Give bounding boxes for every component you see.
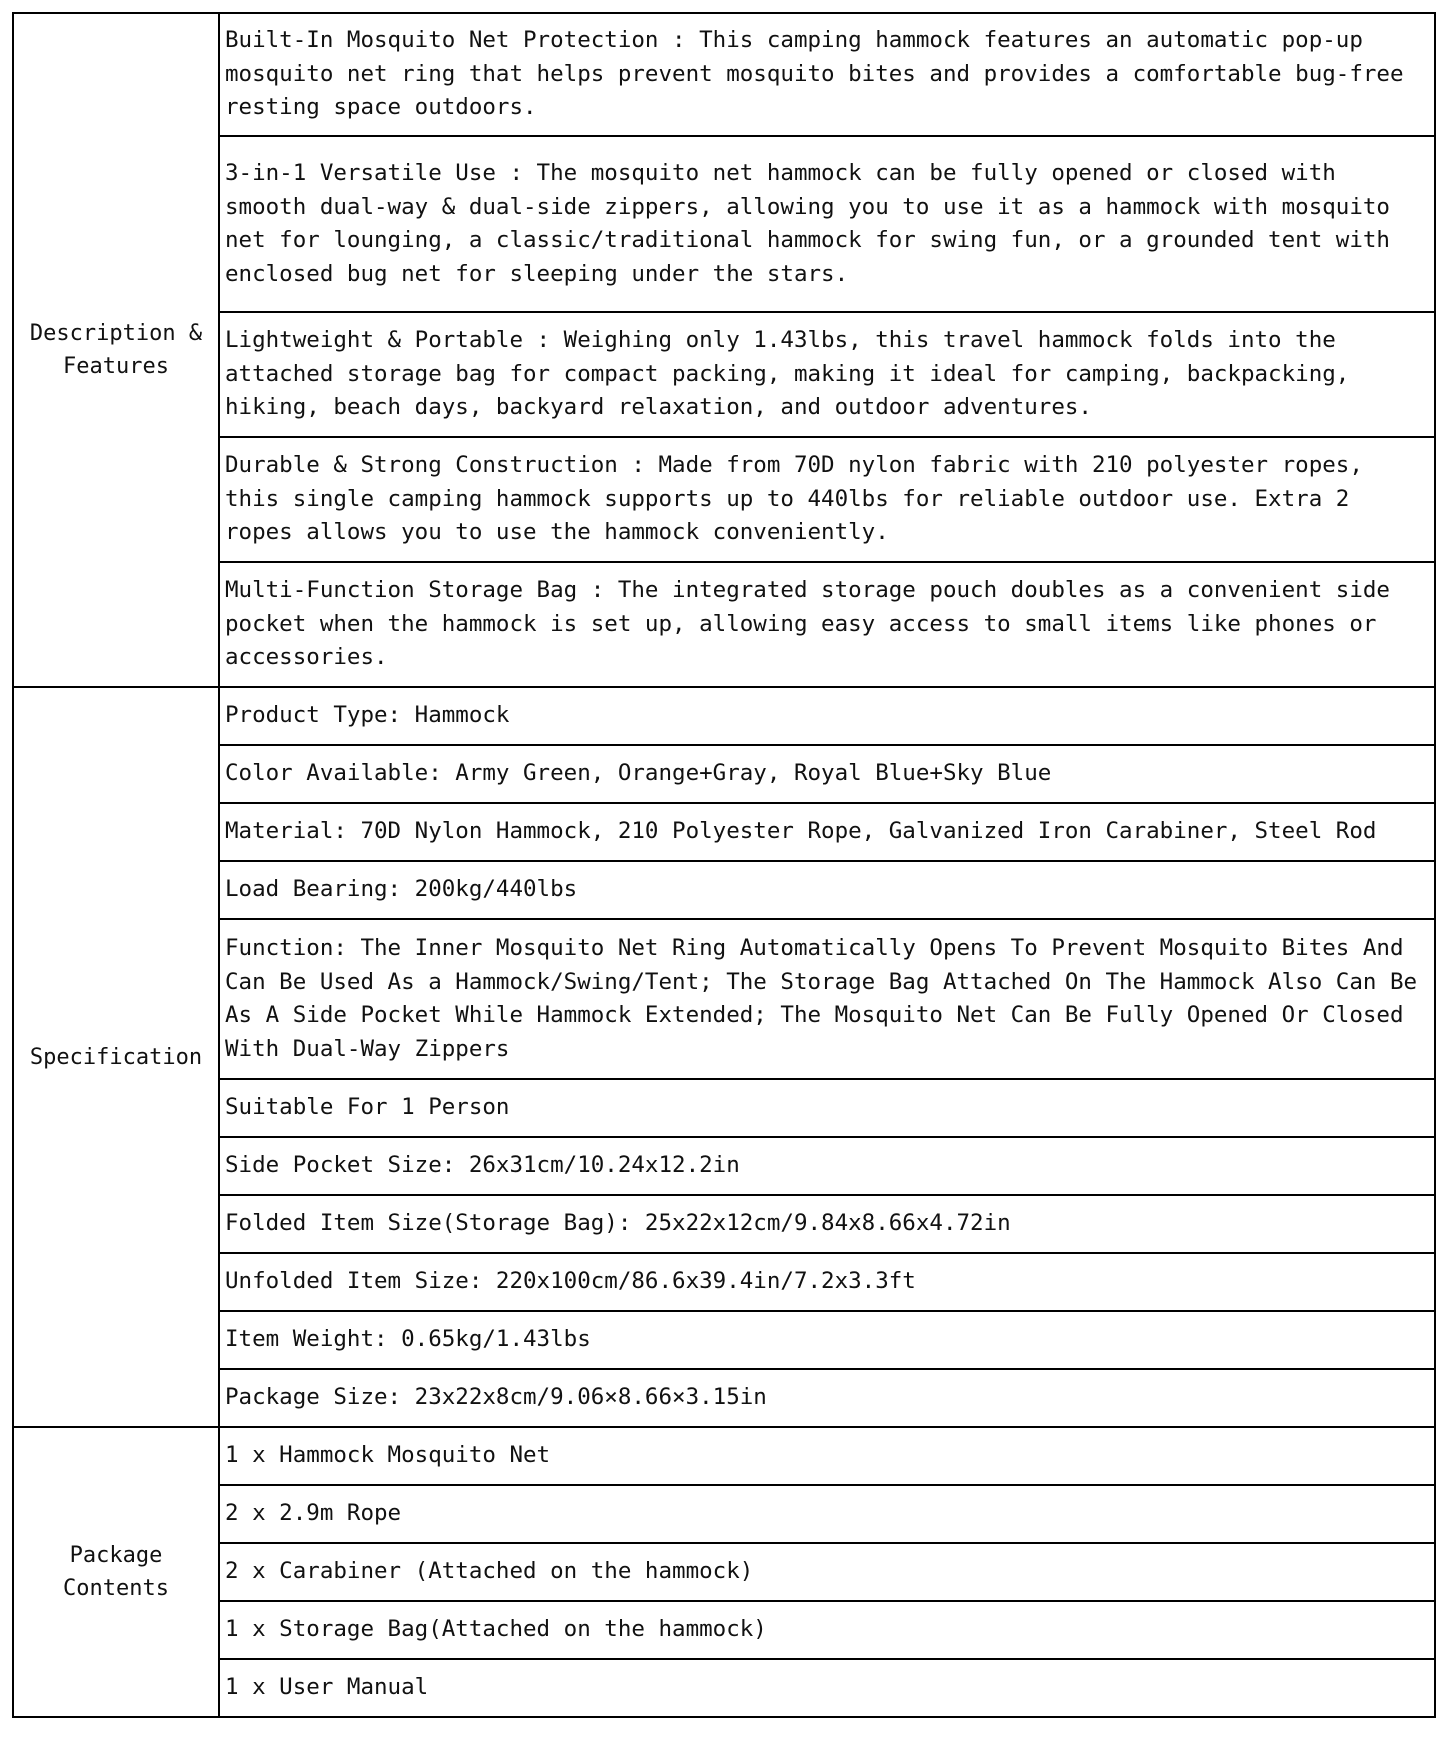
feature-mosquito-net-protection: Built-In Mosquito Net Protection : This camping hammock features an automatic pop-up mosquito net ring that helps prevent mosquito bites and provides a comfortable bug-free resting space outdoors. — [219, 13, 1435, 136]
table-row — [13, 1079, 1435, 1137]
feature-durable-construction: Durable & Strong Construction : Made from 70D nylon fabric with 210 polyester ropes, this single camping hammock supports up to 440lbs for reliable outdoor use. Extra 2 ropes allows you to use the hammock conveniently. — [219, 437, 1435, 562]
spec-item-weight: Item Weight: 0.65kg/1.43lbs — [219, 1311, 1435, 1369]
section-label-line: Specification — [29, 1044, 203, 1070]
spec-suitable-for: Suitable For 1 Person — [219, 1079, 1435, 1137]
spec-package-size: Package Size: 23x22x8cm/9.06×8.66×3.15in — [219, 1369, 1435, 1427]
table-row — [13, 1427, 1435, 1485]
section-label-line: Description & — [29, 321, 203, 346]
spec-product-type: Product Type: Hammock — [219, 687, 1435, 745]
package-item: 1 x User Manual — [219, 1659, 1435, 1717]
table-row — [13, 803, 1435, 861]
feature-versatile-use: 3-in-1 Versatile Use : The mosquito net hammock can be fully opened or closed with smooth dual-way & dual-side zippers, allowing you to use it as a hammock with mosquito net for lounging, a classic/traditional hammock for swing fun, or a grounded tent with enclosed bug net for sleeping under the stars. — [219, 136, 1435, 312]
spec-folded-item-size: Folded Item Size(Storage Bag): 25x22x12cm/9.84x8.66x4.72in — [219, 1195, 1435, 1253]
package-item: 1 x Hammock Mosquito Net — [219, 1427, 1435, 1485]
section-label-description-features — [13, 13, 219, 687]
table-row — [13, 136, 1435, 312]
table-row — [13, 312, 1435, 437]
spec-unfolded-item-size: Unfolded Item Size: 220x100cm/86.6x39.4in/7.2x3.3ft — [219, 1253, 1435, 1311]
table-row — [13, 1369, 1435, 1427]
spec-side-pocket-size: Side Pocket Size: 26x31cm/10.24x12.2in — [219, 1137, 1435, 1195]
table-row — [13, 1137, 1435, 1195]
table-row — [13, 1601, 1435, 1659]
section-label-package-contents — [13, 1427, 219, 1717]
table-row — [13, 1253, 1435, 1311]
table-row — [13, 687, 1435, 745]
table-row — [13, 437, 1435, 562]
section-label-line: Package — [69, 1543, 163, 1568]
feature-lightweight-portable: Lightweight & Portable : Weighing only 1.43lbs, this travel hammock folds into the attached storage bag for compact packing, making it ideal for camping, backpacking, hiking, beach days, backyard relaxation, and outdoor adventures. — [219, 312, 1435, 437]
package-item: 2 x Carabiner (Attached on the hammock) — [219, 1543, 1435, 1601]
package-item: 1 x Storage Bag(Attached on the hammock) — [219, 1601, 1435, 1659]
table-row — [13, 1659, 1435, 1717]
section-label-specification — [13, 687, 219, 1427]
product-spec-table — [12, 12, 1436, 1718]
section-label-line: Contents — [63, 1576, 169, 1601]
spec-color-available: Color Available: Army Green, Orange+Gray, Royal Blue+Sky Blue — [219, 745, 1435, 803]
table-row — [13, 1543, 1435, 1601]
table-row — [13, 861, 1435, 919]
table-row — [13, 919, 1435, 1079]
spec-load-bearing: Load Bearing: 200kg/440lbs — [219, 861, 1435, 919]
table-row — [13, 1485, 1435, 1543]
feature-storage-bag: Multi-Function Storage Bag : The integrated storage pouch doubles as a convenient side pocket when the hammock is set up, allowing easy access to small items like phones or accessories. — [219, 562, 1435, 687]
package-item: 2 x 2.9m Rope — [219, 1485, 1435, 1543]
table-row — [13, 1195, 1435, 1253]
table-row — [13, 13, 1435, 136]
table-row — [13, 562, 1435, 687]
section-label-line: Features — [63, 354, 169, 379]
spec-material: Material: 70D Nylon Hammock, 210 Polyester Rope, Galvanized Iron Carabiner, Steel Rod — [219, 803, 1435, 861]
spec-function: Function: The Inner Mosquito Net Ring Automatically Opens To Prevent Mosquito Bites And Can Be Used As a Hammock/Swing/Tent; The Storage Bag Attached On The Hammock Also Can Be As A Side Pocket While Hammock Extended; The Mosquito Net Can Be Fully Opened Or Closed With Dual-Way Zippers — [219, 919, 1435, 1079]
table-row — [13, 1311, 1435, 1369]
table-row — [13, 745, 1435, 803]
